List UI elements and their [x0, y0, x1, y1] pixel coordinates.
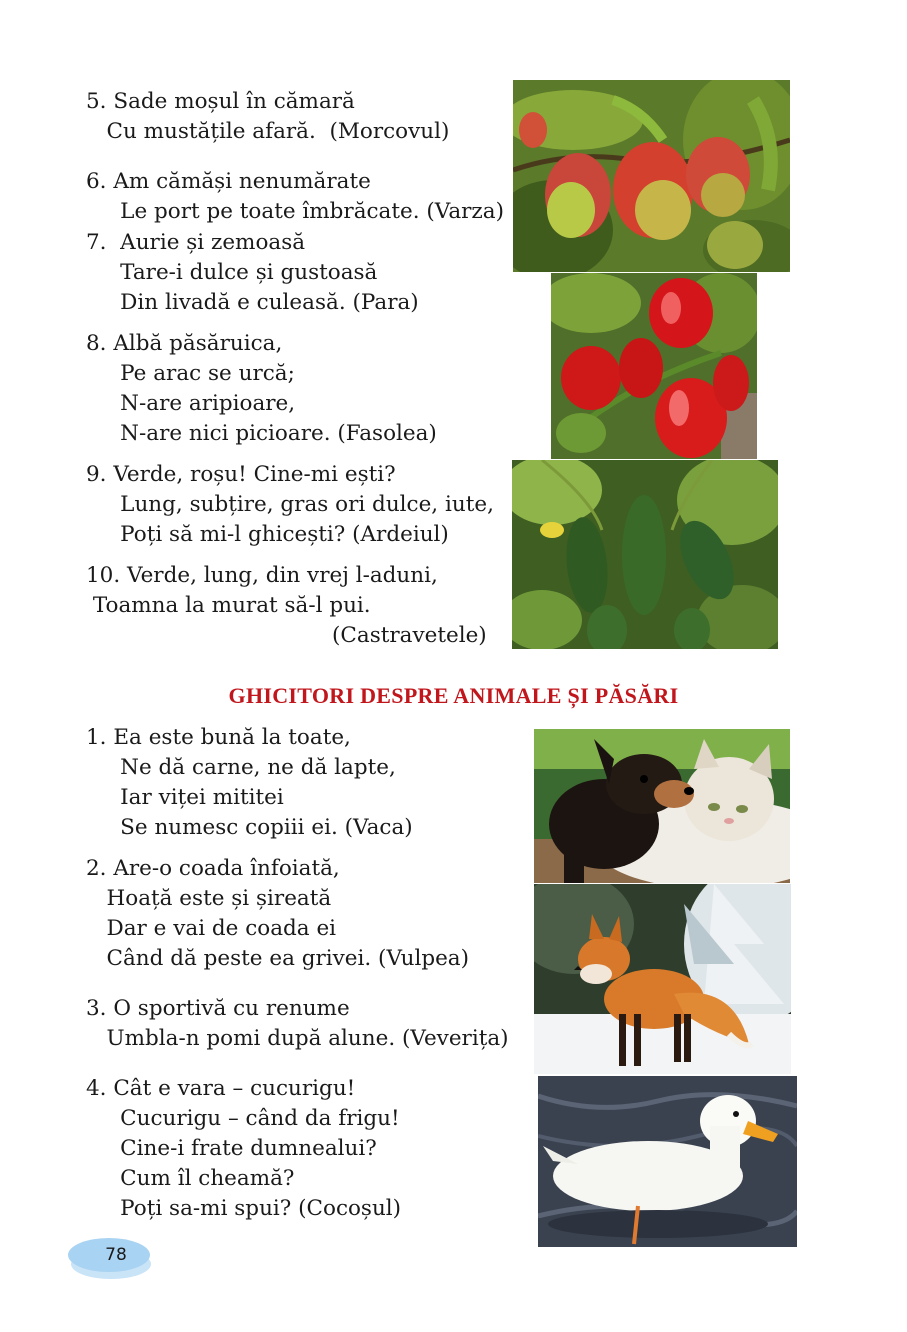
riddle-line: 8. Albă păsăruica, — [86, 331, 283, 356]
riddle-5 — [86, 87, 449, 147]
riddle-line: Iar viței mititei — [86, 785, 284, 810]
riddle-line: Din livadă e culeasă. (Para) — [86, 290, 419, 315]
riddle-line: Poți să mi-l ghicești? (Ardeiul) — [86, 522, 449, 547]
riddle-line: Lung, subțire, gras ori dulce, iute, — [86, 492, 494, 517]
riddle-line: Umbla-n pomi după alune. (Veverița) — [86, 1026, 509, 1051]
riddle-line: Hoață este și șireată — [86, 886, 332, 911]
riddle-line: 3. O sportivă cu renume — [86, 996, 350, 1021]
riddle-line: Când dă peste ea grivei. (Vulpea) — [86, 946, 470, 971]
riddle-8 — [86, 329, 437, 449]
riddle-line: 4. Cât e vara – cucurigu! — [86, 1076, 356, 1101]
riddle-line: N-are nici picioare. (Fasolea) — [86, 421, 437, 446]
riddle-line: Cucurigu – când da frigu! — [86, 1106, 400, 1131]
riddle-10 — [86, 561, 487, 651]
riddle-line: N-are aripioare, — [86, 391, 296, 416]
animal-riddle-3 — [86, 994, 509, 1054]
page-number: 78 — [105, 1245, 127, 1265]
riddle-line: 1. Ea este bună la toate, — [86, 725, 351, 750]
riddle-line: Toamna la murat să-l pui. — [86, 593, 371, 618]
animal-riddle-1 — [86, 723, 413, 843]
cucumbers-photo — [512, 460, 778, 649]
page-number-badge — [66, 1236, 152, 1280]
white-duck-photo — [538, 1076, 797, 1247]
riddle-7 — [86, 228, 419, 318]
riddle-line: Le port pe toate îmbrăcate. (Varza) — [86, 199, 504, 224]
riddle-line: (Castravetele) — [86, 623, 487, 648]
fox-photo — [534, 884, 791, 1074]
riddle-line: Cine-i frate dumnealui? — [86, 1136, 377, 1161]
animal-riddle-4 — [86, 1074, 401, 1224]
riddle-line: 7. Aurie și zemoasă — [86, 230, 306, 255]
riddle-line: Cum îl cheamă? — [86, 1166, 295, 1191]
red-peppers-photo — [551, 273, 757, 459]
riddle-9 — [86, 460, 494, 550]
riddle-line: 2. Are-o coada înfoiată, — [86, 856, 340, 881]
riddle-line: 9. Verde, roșu! Cine-mi ești? — [86, 462, 396, 487]
riddle-line: Cu mustățile afară. (Morcovul) — [86, 119, 450, 144]
riddle-line: 10. Verde, lung, din vrej l-aduni, — [86, 563, 438, 588]
riddle-line: Ne dă carne, ne dă lapte, — [86, 755, 396, 780]
riddle-line: Poți sa-mi spui? (Cocoșul) — [86, 1196, 402, 1221]
riddle-line: 6. Am cămăși nenumărate — [86, 169, 371, 194]
animal-riddle-2 — [86, 854, 469, 974]
riddle-line: Dar e vai de coada ei — [86, 916, 337, 941]
puppy-and-cat-photo — [534, 729, 790, 883]
riddle-line: Tare-i dulce și gustoasă — [86, 260, 378, 285]
riddle-line: Pe arac se urcă; — [86, 361, 295, 386]
section-title: GHICITORI DESPRE ANIMALE ȘI PĂSĂRI — [228, 683, 679, 708]
riddle-line: 5. Sade moșul în cămară — [86, 89, 355, 114]
riddle-line: Se numesc copiii ei. (Vaca) — [86, 815, 413, 840]
pears-photo — [513, 80, 790, 272]
riddle-6 — [86, 167, 504, 227]
